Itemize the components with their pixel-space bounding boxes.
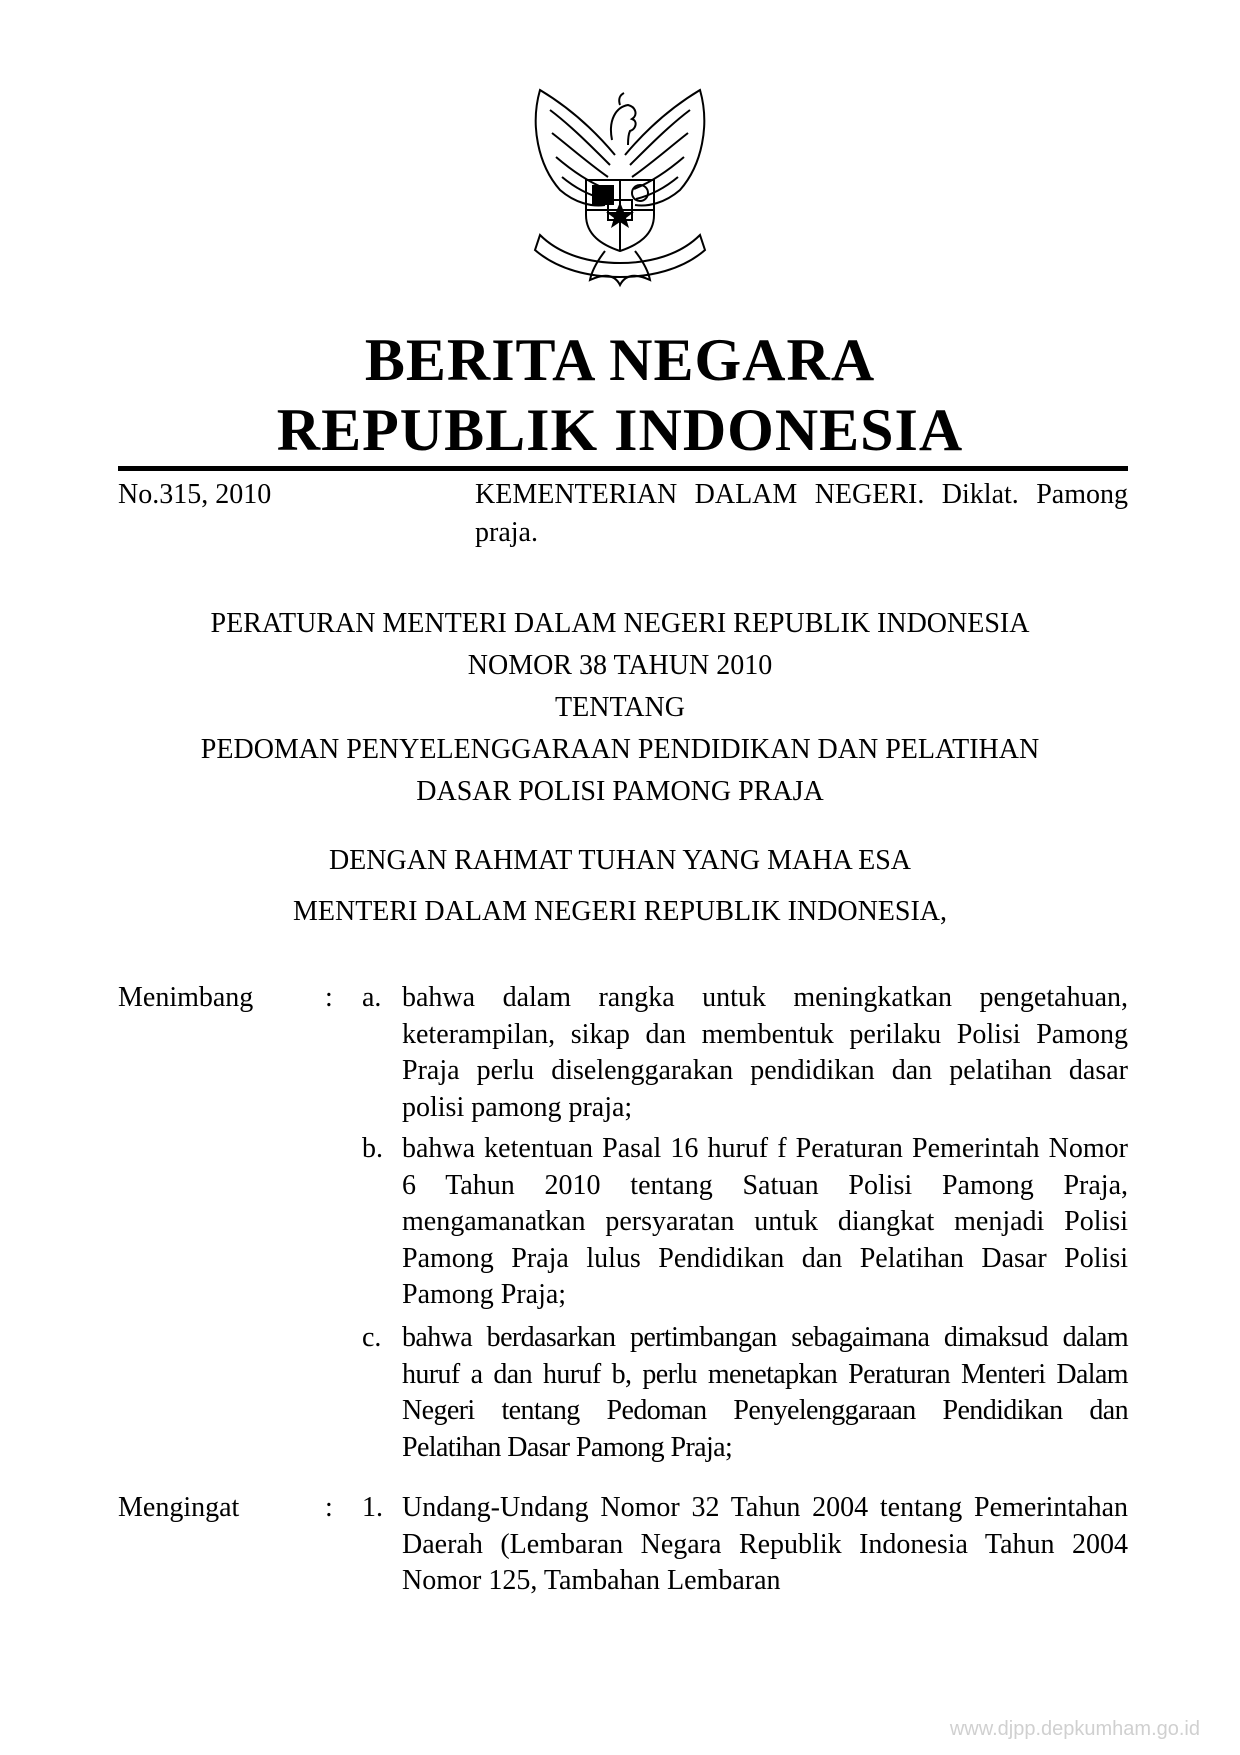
title-line: PEDOMAN PENYELENGGARAAN PENDIDIKAN DAN PELATIHAN xyxy=(200,734,1040,765)
item-mark: b. xyxy=(362,1133,383,1164)
item-mark: 1. xyxy=(362,1492,383,1523)
garuda-pancasila-emblem-icon xyxy=(520,85,720,295)
item-text: bahwa dalam rangka untuk meningkatkan pengetahuan, keterampilan, sikap dan membentuk perilaku Polisi Pamong Praja perlu diselenggarakan pendidikan dan pelatihan dasar polisi pamong praja; xyxy=(402,982,1128,1123)
title-line: NOMOR 38 TAHUN 2010 xyxy=(467,650,773,681)
item-text: bahwa berdasarkan pertimbangan sebagaimana dimaksud dalam huruf a dan huruf b, perlu menetapkan Peraturan Menteri Dalam Negeri tentang Pedoman Penyelenggaraan Pendidikan dan Pelatihan Dasar Pamong Praja; xyxy=(402,1322,1128,1463)
mengingat-colon: : xyxy=(325,1492,333,1523)
preamble-line: DENGAN RAHMAT TUHAN YANG MAHA ESA xyxy=(328,845,912,876)
masthead-line-2: REPUBLIK INDONESIA xyxy=(276,397,964,463)
item-text: Undang-Undang Nomor 32 Tahun 2004 tentang Pemerintahan Daerah (Lembaran Negara Republik Indonesia Tahun 2004 Nomor 125, Tambahan Lembaran xyxy=(402,1492,1128,1596)
item-mark: a. xyxy=(362,982,382,1013)
regulation-title xyxy=(0,603,1240,813)
preamble-line: MENTERI DALAM NEGERI REPUBLIK INDONESIA, xyxy=(292,896,948,927)
item-mark: c. xyxy=(362,1322,382,1353)
menimbang-item-a xyxy=(362,980,1128,1126)
mengingat-item-1 xyxy=(362,1490,1128,1600)
menimbang-label: Menimbang xyxy=(118,982,254,1013)
gazette-number: No.315, 2010 xyxy=(118,479,272,510)
title-line: PERATURAN MENTERI DALAM NEGERI REPUBLIK INDONESIA xyxy=(210,608,1030,639)
mengingat-label: Mengingat xyxy=(118,1492,240,1523)
gazette-subject: KEMENTERIAN DALAM NEGERI. Diklat. Pamong praja. xyxy=(475,479,1128,548)
title-line: TENTANG xyxy=(555,692,685,723)
title-line: DASAR POLISI PAMONG PRAJA xyxy=(416,776,824,807)
menimbang-colon: : xyxy=(325,982,333,1013)
menimbang-item-b xyxy=(362,1131,1128,1314)
preamble xyxy=(0,835,1240,937)
header-rule xyxy=(118,466,1128,471)
item-text: bahwa ketentuan Pasal 16 huruf f Peraturan Pemerintah Nomor 6 Tahun 2010 tentang Satuan Polisi Pamong Praja, mengamanatkan persyaratan untuk diangkat menjadi Polisi Pamong Praja lulus Pendidikan dan Pelatihan Dasar Polisi Pamong Praja; xyxy=(402,1133,1128,1310)
masthead-line-1: BERITA NEGARA xyxy=(364,327,876,393)
menimbang-item-c xyxy=(362,1320,1128,1466)
footer-watermark-url: www.djpp.depkumham.go.id xyxy=(949,1718,1200,1740)
